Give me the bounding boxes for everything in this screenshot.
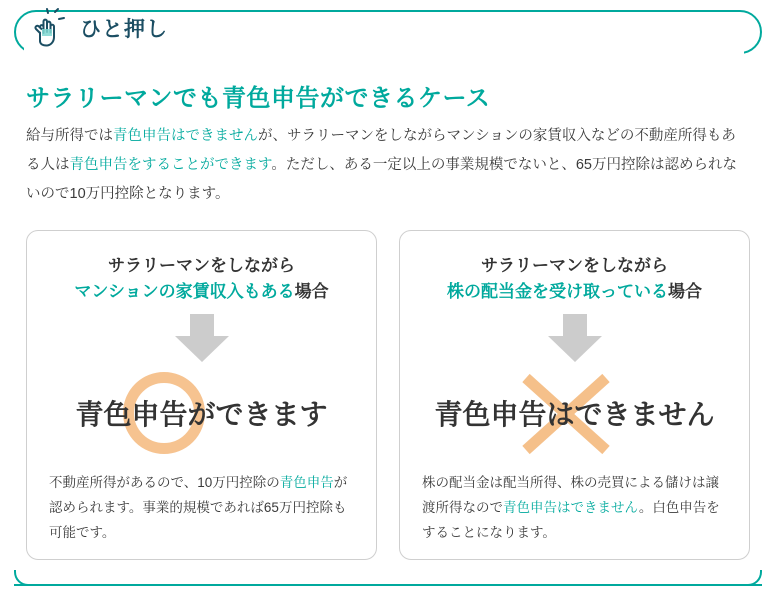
lead-text-2: が、サラリーマンをしながらマンションの家賃収入などの不動	[258, 128, 664, 144]
lead-text-5: 万円控除は認められないので10万円控除となります。	[26, 157, 737, 202]
down-arrow-icon	[544, 314, 606, 369]
card-heading	[400, 253, 749, 306]
note-accent-2: 申告	[306, 475, 334, 490]
note-text-1: 不動産所得があるので、10万円控除の	[49, 475, 280, 490]
arrow-container	[400, 314, 749, 370]
case-cards	[26, 230, 750, 560]
card-heading-accent: 株の配当金を受け取っている	[447, 282, 668, 302]
card-note	[422, 471, 729, 546]
note-text-2: けは譲渡所得なので	[422, 475, 719, 515]
down-arrow-icon	[171, 314, 233, 369]
case-card-rental-income	[26, 230, 377, 560]
card-heading-accent: マンションの家賃収入もある	[74, 282, 295, 302]
banner-title: ひと押し	[80, 18, 168, 41]
card-heading-line2	[400, 279, 749, 305]
lead-accent-2: 青色申告をすることができます	[69, 157, 272, 173]
note-accent-1: 青色申告はできません	[503, 499, 639, 515]
note-text-3: 。	[638, 499, 653, 515]
card-heading	[27, 253, 376, 306]
arrow-container	[27, 314, 376, 370]
bottom-rule	[14, 584, 762, 586]
banner-content	[28, 6, 168, 50]
card-heading-tail: 場合	[668, 282, 702, 302]
case-card-dividend-income	[399, 230, 750, 560]
lead-text-1: 給与所得では	[26, 128, 113, 144]
card-heading-line1: サラリーマンをしながら	[108, 256, 295, 275]
note-text-1: 株の配当金は配当所得、株の売買による儲	[422, 475, 679, 490]
lead-text-3: 産所得もある人は	[26, 128, 736, 173]
note-text-2: が認められます。事業的規模であれば	[49, 475, 348, 515]
note-text-4: 白色申告をすることになります。	[422, 499, 720, 540]
result-row	[27, 370, 376, 456]
note-accent-1: 青色	[279, 475, 307, 490]
lead-paragraph	[26, 122, 742, 209]
result-row	[400, 370, 749, 456]
card-heading-line1: サラリーマンをしながら	[481, 256, 668, 275]
result-text: 青色申告はできません	[434, 398, 715, 430]
card-heading-tail: 場合	[294, 282, 329, 302]
lead-accent-1: 青色申告はできません	[113, 128, 258, 144]
note-text-3: 65万円控除も可能です。	[49, 499, 347, 540]
card-note	[49, 471, 356, 546]
card-heading-line2	[27, 279, 376, 305]
page-title: サラリーマンでも青色申告ができるケース	[26, 85, 491, 112]
pointing-hand-icon	[28, 7, 70, 49]
lead-text-4: 。ただし、ある一定以上の事業規模でないと、65	[271, 157, 592, 173]
result-text: 青色申告ができます	[75, 398, 328, 430]
